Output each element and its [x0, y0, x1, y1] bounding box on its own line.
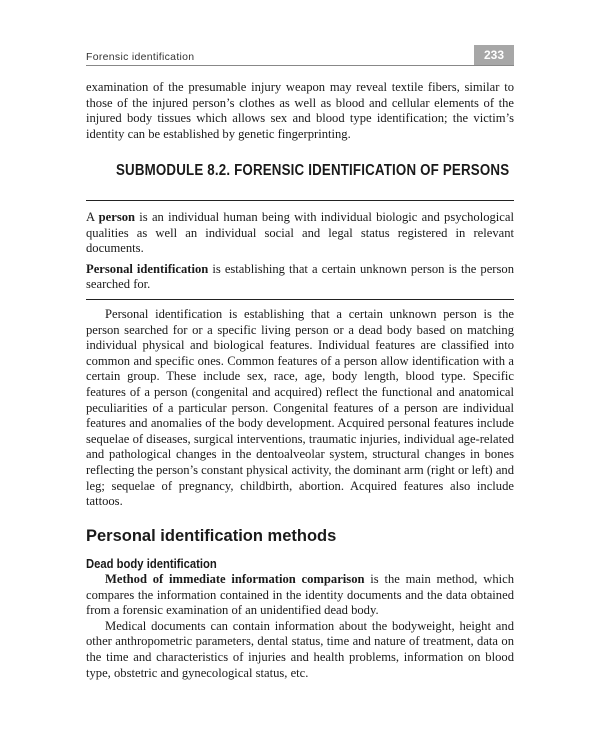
personal-identification-term: Personal identification — [86, 261, 209, 276]
method-term: Method of immediate information comparison — [105, 572, 365, 586]
person-text: is an individual human being with individual biologic and psychological qualities as well an individual social and legal status registered in relevant documents. — [86, 210, 514, 256]
dead-body-heading: Dead body identification — [86, 556, 217, 571]
medical-paragraph: Medical documents can contain information about the bodyweight, height and other anthropometric parameters, dental status, time and nature of treatment, data on the time and characteristics of injuries and health problems, information on blood type, obstetric and gynecological status, etc. — [86, 618, 514, 680]
header-rule — [86, 65, 514, 66]
submodule-title: SUBMODULE 8.2. FORENSIC IDENTIFICATION OF PERSONS — [115, 162, 510, 179]
person-prefix: A — [86, 210, 99, 224]
personal-identification-text: is establishing that a certain unknown person is the person searched for. — [86, 261, 514, 292]
running-header-section: Forensic identification — [86, 51, 195, 63]
methods-heading: Personal identification methods — [86, 527, 337, 545]
page-number-badge: 233 — [474, 45, 514, 65]
body-paragraph: Personal identification is establishing that a certain unknown person is the person searched for or a specific living person or a dead body based on matching individual physical and biological features. Individual features are classified into common and specific ones. Common features of a person allow identification with a certain group. These include sex, race, age, body length, blood type. Specific features of a person (congenital and acquired) reflect the functional and anatomical peculiarities of a particular person. Congenital features of a person are individual features and anomalies of the body development. Acquired personal features include sequelae of diseases, surgical interventions, traumatic injuries, individual age-related and pathological changes in the dentoalveolar system, structural changes in bones reflecting the person’s constant physical activity, the dominant arm (right or left) and leg; sequelae of pregnancy, childbirth, abortion. Acquired features also include tattoos. — [86, 307, 514, 509]
personal-identification-definition — [86, 262, 514, 293]
method-paragraph — [86, 572, 514, 619]
method-text: is the main method, which compares the information contained in the identity documents and the data obtained from a forensic examination of an unidentified dead body. — [86, 572, 514, 618]
running-header — [86, 45, 514, 67]
person-definition — [86, 210, 514, 257]
definitions-box — [86, 200, 514, 300]
person-term: person — [98, 210, 136, 224]
dead-body-section — [86, 572, 514, 681]
intro-paragraph: examination of the presumable injury weapon may reveal textile fibers, similar to those of the injured person’s clothes as well as blood and cellular elements of the injured body tissues which allows sex and blood type identification; the victim’s identity can be established by genetic fingerprinting. — [86, 80, 514, 141]
